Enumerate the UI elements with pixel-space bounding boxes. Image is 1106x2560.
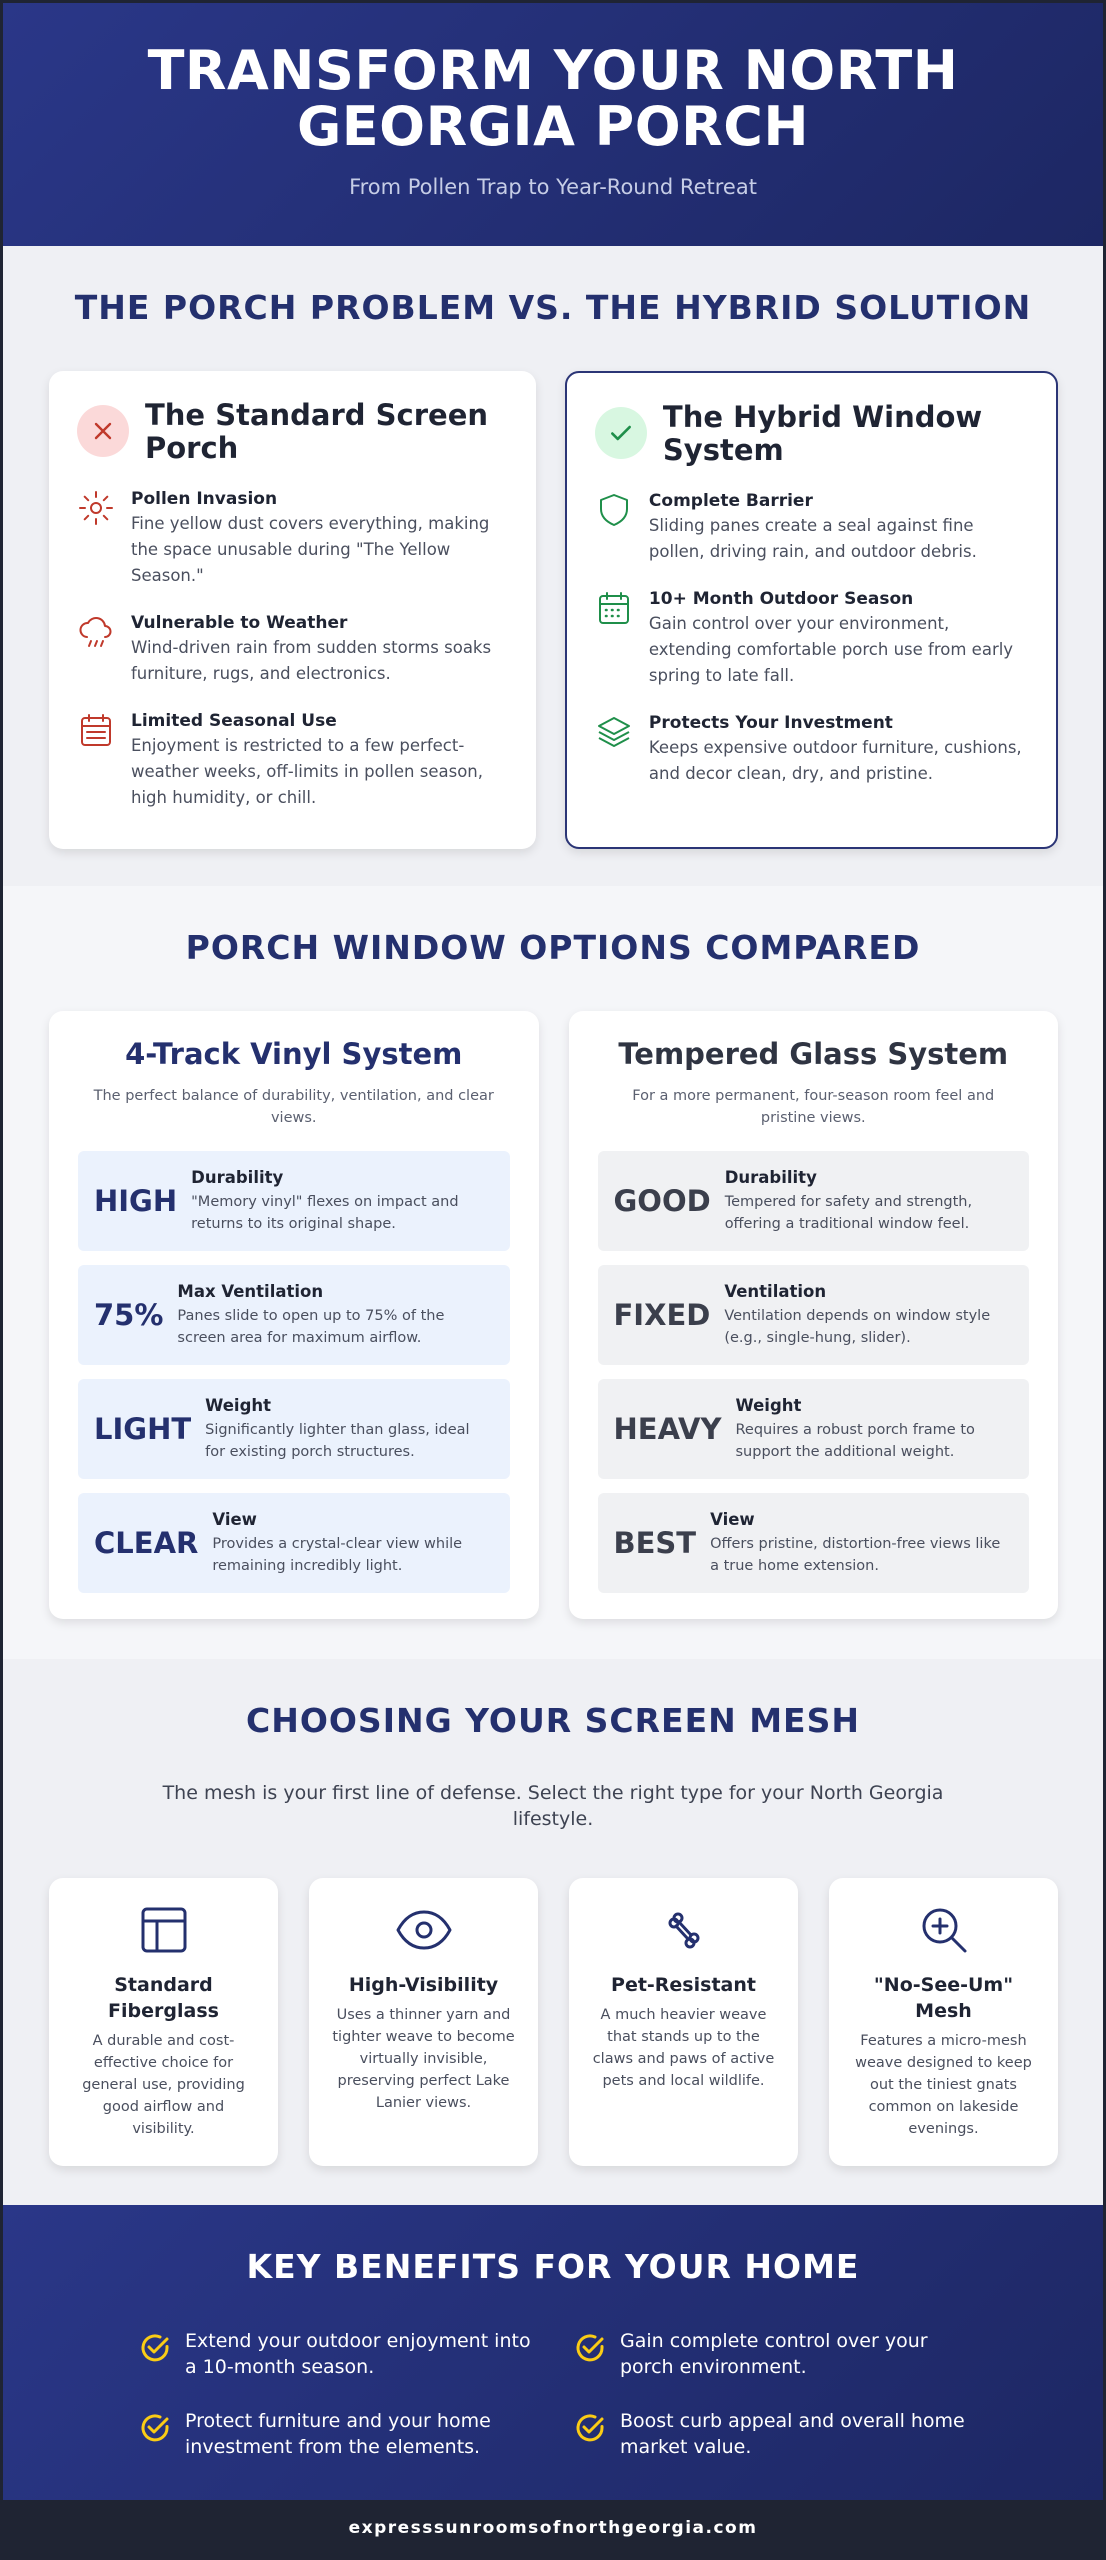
mesh-card-desc: Uses a thinner yarn and tighter weave to become virtually invisible, preserving perfect Lake Lanier views. (332, 2007, 515, 2111)
layout-icon (71, 1902, 256, 1958)
benefits-section (3, 2205, 1103, 2500)
item-title: 10+ Month Outdoor Season (648, 589, 914, 609)
benefit-text: Boost curb appeal and overall home market value. (620, 2410, 965, 2458)
glass-subtitle: For a more permanent, four-season room feel and pristine views. (632, 1088, 995, 1126)
benefits-section-title: KEY BENEFITS FOR YOUR HOME (246, 2247, 860, 2286)
metric-value: CLEAR (94, 1526, 199, 1560)
mesh-card-title: Pet-Resistant (611, 1974, 756, 1996)
mesh-card-title: High-Visibility (348, 1974, 499, 1996)
benefit-item (139, 2408, 574, 2460)
item-title: Vulnerable to Weather (131, 613, 348, 633)
hybrid-system-heading: The Hybrid Window System (662, 400, 983, 467)
hybrid-system-card (565, 371, 1058, 849)
metric-row (598, 1151, 1030, 1251)
vinyl-system-card (49, 1011, 539, 1619)
item-title: Pollen Invasion (131, 489, 278, 509)
mesh-card-title: Standard Fiberglass (108, 1974, 219, 2022)
mesh-card (309, 1878, 538, 2166)
layers-icon (595, 713, 633, 787)
benefit-item (574, 2408, 974, 2460)
list-item (77, 489, 508, 589)
metric-row (598, 1265, 1030, 1365)
footer-website-link[interactable]: expresssunroomsofnorthgeorgia.com (348, 2518, 758, 2538)
metric-value: HIGH (94, 1184, 178, 1218)
metric-title: Weight (205, 1395, 272, 1415)
metric-row (78, 1379, 510, 1479)
metric-title: Max Ventilation (177, 1281, 324, 1301)
mesh-card-title: "No-See-Um" Mesh (873, 1974, 1014, 2022)
mesh-intro: The mesh is your first line of defense. Select the right type for your North Georgia lifestyle. (162, 1782, 944, 1830)
metric-value: HEAVY (613, 1412, 722, 1446)
vinyl-heading: 4-Track Vinyl System (125, 1037, 463, 1071)
zoom-in-icon (851, 1902, 1036, 1958)
metric-row (78, 1151, 510, 1251)
metric-value: BEST (613, 1526, 697, 1560)
problem-section (3, 246, 1103, 886)
mesh-card-desc: A durable and cost-effective choice for general use, providing good airflow and visibility. (82, 2033, 245, 2137)
metric-title: View (710, 1509, 755, 1529)
mesh-card-desc: Features a micro-mesh weave designed to keep out the tiniest gnats common on lakeside evenings. (855, 2033, 1032, 2137)
item-desc: Keeps expensive outdoor furniture, cushions, and decor clean, dry, and pristine. (648, 738, 1022, 783)
metric-value: 75% (94, 1298, 164, 1332)
check-circle-icon (574, 2412, 606, 2448)
metric-title: Ventilation (724, 1281, 827, 1301)
eye-icon (331, 1902, 516, 1958)
metric-desc: Provides a crystal-clear view while remaining incredibly light. (212, 1535, 463, 1574)
mesh-card-desc: A much heavier weave that stands up to the claws and paws of active pets and local wildlife. (592, 2007, 775, 2089)
item-title: Limited Seasonal Use (131, 711, 337, 731)
x-icon (77, 405, 129, 457)
metric-title: Durability (724, 1167, 817, 1187)
options-section-title: PORCH WINDOW OPTIONS COMPARED (185, 928, 921, 967)
metric-title: View (212, 1509, 257, 1529)
metric-desc: Significantly lighter than glass, ideal for existing porch structures. (205, 1421, 470, 1460)
calendar-check-icon (595, 589, 633, 689)
item-desc: Sliding panes create a seal against fine pollen, driving rain, and outdoor debris. (648, 516, 977, 561)
mesh-card (49, 1878, 278, 2166)
metric-value: GOOD (613, 1184, 711, 1218)
options-section (3, 886, 1103, 1659)
metric-desc: Offers pristine, distortion-free views like a true home extension. (710, 1535, 1001, 1574)
vinyl-subtitle: The perfect balance of durability, ventilation, and clear views. (93, 1088, 494, 1126)
page-subtitle: From Pollen Trap to Year-Round Retreat (349, 175, 757, 199)
benefit-text: Gain complete control over your porch environment. (620, 2330, 928, 2378)
page-title: TRANSFORM YOUR NORTH GEORGIA PORCH (147, 39, 959, 158)
mesh-card (569, 1878, 798, 2166)
metric-row (598, 1379, 1030, 1479)
list-item (595, 713, 1028, 787)
list-item (77, 711, 508, 811)
glass-heading: Tempered Glass System (618, 1037, 1009, 1071)
benefit-text: Protect furniture and your home investment from the elements. (185, 2410, 491, 2458)
footer (3, 2500, 1103, 2559)
storm-cloud-icon (77, 613, 115, 687)
item-desc: Enjoyment is restricted to a few perfect-weather weeks, off-limits in pollen season, high humidity, or chill. (131, 736, 483, 807)
benefit-text: Extend your outdoor enjoyment into a 10-month season. (185, 2330, 531, 2378)
metric-row (78, 1265, 510, 1365)
metric-value: FIXED (613, 1298, 711, 1332)
benefit-item (574, 2328, 974, 2380)
bone-icon (591, 1902, 776, 1958)
item-title: Complete Barrier (648, 491, 813, 511)
item-desc: Wind-driven rain from sudden storms soaks furniture, rugs, and electronics. (131, 638, 492, 683)
item-title: Protects Your Investment (648, 713, 893, 733)
list-item (595, 589, 1028, 689)
mesh-section (3, 1659, 1103, 2205)
benefit-item (139, 2328, 574, 2380)
check-circle-icon (139, 2412, 171, 2448)
problem-section-title: THE PORCH PROBLEM VS. THE HYBRID SOLUTION (74, 288, 1032, 327)
metric-desc: Ventilation depends on window style (e.g., single-hung, slider). (724, 1307, 991, 1346)
list-item (77, 613, 508, 687)
standard-porch-card (49, 371, 536, 849)
metric-desc: Panes slide to open up to 75% of the screen area for maximum airflow. (177, 1307, 445, 1346)
mesh-section-title: CHOOSING YOUR SCREEN MESH (245, 1701, 860, 1740)
metric-value: LIGHT (94, 1412, 192, 1446)
item-desc: Gain control over your environment, extending comfortable porch use from early spring to late fall. (648, 614, 1014, 685)
check-circle-icon (139, 2332, 171, 2368)
metric-title: Durability (191, 1167, 284, 1187)
metric-desc: Requires a robust porch frame to support the additional weight. (735, 1421, 975, 1460)
metric-desc: "Memory vinyl" flexes on impact and returns to its original shape. (191, 1193, 459, 1232)
list-item (595, 491, 1028, 565)
standard-porch-heading: The Standard Screen Porch (145, 398, 489, 465)
item-desc: Fine yellow dust covers everything, making the space unusable during "The Yellow Season." (131, 514, 490, 585)
mesh-card (829, 1878, 1058, 2166)
shield-icon (595, 491, 633, 565)
sun-icon (77, 489, 115, 589)
metric-desc: Tempered for safety and strength, offering a traditional window feel. (724, 1193, 973, 1232)
calendar-icon (77, 711, 115, 811)
check-circle-icon (574, 2332, 606, 2368)
glass-system-card (569, 1011, 1059, 1619)
metric-title: Weight (735, 1395, 802, 1415)
metric-row (598, 1493, 1030, 1593)
check-icon (595, 407, 647, 459)
hero-section (3, 3, 1103, 246)
metric-row (78, 1493, 510, 1593)
